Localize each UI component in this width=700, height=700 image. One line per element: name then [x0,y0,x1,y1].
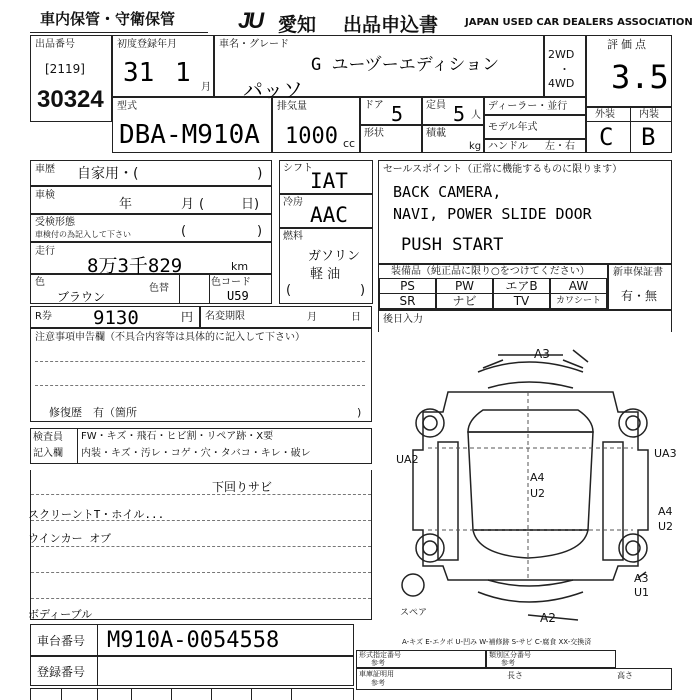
color-label: 色 [35,277,45,288]
doors-value: 5 [391,102,404,126]
damage-a3-rear: A3 [634,572,649,585]
damage-a4-right: A4 [658,505,673,518]
inspector-row-1: FW・キズ・飛石・ヒビ割・リペア跡・X要 [81,431,274,442]
inspector-fill-label: 記入欄 [33,448,63,459]
selling-point-3: PUSH START [401,235,504,255]
shaken-paren: ( [199,197,205,212]
inspector-label: 検査員 [33,432,63,443]
shaken-day: 日) [241,197,260,212]
exterior-label: 外装 [595,109,615,120]
brand-name: 愛知 [278,15,317,36]
damage-u2-roof: U2 [530,487,546,500]
fuel-close: ) [360,283,366,298]
category-number-box [486,650,616,668]
color-value: ブラウン [57,290,106,304]
load-label: 積載 [426,128,446,139]
standard-cert-box [356,668,672,690]
drive-dot: ・ [559,63,570,76]
shaken-box [30,186,272,214]
lot-box [30,35,112,122]
handle-box [484,139,586,153]
damage-ua2: UA2 [396,453,419,466]
bottom-strip [30,688,354,700]
note-underbody: 下回りサビ [212,480,273,494]
inspector-row-2: 内装・キズ・汚レ・コゲ・穴・タバコ・キレ・破レ [81,448,311,459]
new-car-warranty-label: 新車保証書 [613,267,663,278]
model-box [112,97,272,153]
load-unit: kg [469,141,482,152]
lot-number: 30324 [37,86,104,113]
chassis-label: 車台番号 [37,634,86,648]
r-ken-unit: 円 [181,310,194,324]
drive-2wd: 2WD [548,48,575,61]
notes-box [30,328,372,422]
shift-value: IAT [310,169,348,193]
dealer-label: ディーラー・並行 [488,101,568,112]
capacity-label: 定員 [426,100,446,111]
vehicle-name-label: 車名・グレード [219,39,289,50]
notes-label: 注意事項申告欄（不具合内容等は具体的に記入して下さい） [35,332,305,343]
repair-history-label: 修復歴 有（箇所 [49,406,137,419]
load-box [422,125,484,153]
damage-ua3: UA3 [654,447,677,460]
category-number-label: 類別区分番号 [489,651,531,659]
note-line-4: ボディーブル [28,608,93,621]
history-close: ) [257,166,263,182]
displacement-box [272,97,360,153]
color-code-value: U59 [227,289,249,303]
fuel-label: 燃料 [283,231,303,242]
name-change-day: 日 [351,312,361,323]
history-box [30,160,272,186]
capacity-unit: 人 [471,110,481,121]
model-value: DBA-M910A [119,120,260,150]
new-car-warranty-options: 有・無 [621,289,658,303]
shaken-year: 年 [119,197,133,212]
score-box [586,35,672,107]
equipment-item: SR [379,293,436,309]
format-designation-ref: 参考 [371,659,385,667]
registration-label: 初度登録年月 [117,39,177,50]
repair-history-close: ) [357,406,362,419]
mileage-unit: km [231,260,249,273]
handle-options: 左・右 [545,141,575,152]
capacity-value: 5 [453,102,466,126]
model-label: 型式 [117,101,137,112]
standard-cert-length: 長さ [507,671,523,680]
r-ken-label: R券 [35,311,52,322]
reg-number-box [30,656,354,686]
handle-label: ハンドル [488,141,528,152]
doors-label: ドア [364,100,384,111]
fuel-open: ( [286,283,292,298]
doors-box [360,97,422,125]
damage-a2-bottom: A2 [540,611,556,625]
new-car-warranty-box [608,264,672,310]
color-code-label: 色コード [211,277,251,288]
equipment-item: エアB [493,278,550,294]
later-input-label: 後日入力 [383,314,423,325]
equipment-item: ナビ [436,293,493,309]
lot-label: 出品番号 [35,39,75,50]
registration-month-unit: 月 [201,82,211,93]
equipment-label: 装備品（純正品に限り○をつけてください） [391,266,590,277]
vehicle-name: パッソ [243,78,303,102]
chassis-value: M910A-0054558 [107,628,280,653]
inspector-box [30,428,372,464]
aircon-label: 冷房 [283,197,303,208]
standard-cert-height: 高さ [617,671,633,680]
lot-sub-number: [2119] [45,62,85,76]
name-change-label: 名変期限 [205,311,245,322]
standard-cert-ref: 参考 [371,679,385,687]
color-change-label: 色替 [149,283,169,294]
mileage-label: 走行 [35,246,55,257]
interior-grade: B [641,123,656,151]
shaken-label: 車検 [35,190,55,201]
damage-u2-right: U2 [658,520,674,533]
damage-a4-roof: A4 [530,471,545,484]
fuel-diesel: 軽 油 [310,267,341,282]
score-label: 評価点 [607,38,649,51]
registration-month: 1 [175,58,191,88]
fuel-box [279,228,373,304]
damage-legend: A-キズ E-エクボ U-凹み W-補修跡 S-サビ C-腐食 XX-交換済 [402,638,592,646]
storage-box [30,7,208,33]
inspection-form-open: ( [181,224,187,239]
registration-year: 31 [123,58,155,88]
name-change-box [200,306,372,328]
inspection-form-close: ) [257,224,263,239]
inspection-form-note: 車検付の為記入して下さい [35,230,131,239]
standard-cert-label: 車庫証明用 [359,670,394,678]
equipment-item: カワシート [550,293,607,309]
equipment-item: TV [493,293,550,309]
damage-u1: U1 [634,586,650,599]
history-value: 自家用・( [77,166,139,182]
registration-box [112,35,214,97]
shape-label: 形状 [364,128,384,139]
reg-number-label: 登録番号 [37,665,86,679]
ext-int-box [586,107,672,153]
equipment-item: PW [436,278,493,294]
aircon-box [279,194,373,228]
score-value: 3.5 [611,58,669,96]
equipment-item: AW [550,278,607,294]
equipment-item: PS [379,278,436,294]
displacement-label: 排気量 [277,101,307,112]
history-label: 車歴 [35,164,55,175]
format-designation-box [356,650,486,668]
shift-label: シフト [283,163,313,174]
equipment-box [378,264,608,310]
drive-box [544,35,586,97]
selling-point-1: BACK CAMERA, [393,183,502,201]
inspection-form-label: 受検形態 [35,217,75,228]
aircon-value: AAC [310,203,348,227]
ju-logo-mark: JU [238,8,263,33]
category-number-ref: 参考 [501,659,515,667]
storage-label: 車内保管・守衛保管 [40,10,176,28]
association-name: JAPAN USED CAR DEALERS ASSOCIATION [465,17,693,28]
chassis-box [30,624,354,656]
r-ken-box [30,306,200,328]
format-designation-label: 形式指定番号 [359,651,401,659]
interior-label: 内装 [639,109,659,120]
shaken-month: 月 [181,197,195,212]
spare-tire-label: スペア [400,608,428,618]
shape-box [360,125,422,153]
equipment-grid [379,278,607,309]
color-box [30,274,272,304]
mileage-box [30,242,272,277]
fuel-gasoline: ガソリン [308,249,361,264]
shift-box [279,160,373,194]
displacement-value: 1000 [285,124,338,149]
selling-points-label: セールスポイント（正常に機能するものに限ります） [383,164,623,175]
mileage-value: 8万3千829 [87,255,183,277]
note-line-3: ウインカー オブ [28,532,111,545]
ju-logo [238,8,278,34]
dealer-box [484,97,586,115]
damage-a3-front: A3 [534,347,550,361]
form-title: 出品申込書 [343,15,439,36]
inspection-form-box [30,214,272,242]
vehicle-grade: G ユーヅーエディション [311,55,500,75]
name-change-month: 月 [307,312,317,323]
drive-4wd: 4WD [548,77,575,90]
later-input-box [378,310,672,332]
model-year-box [484,115,586,139]
displacement-unit: cc [343,137,356,150]
vehicle-name-box [214,35,544,102]
r-ken-value: 9130 [93,307,139,329]
selling-point-2: NAVI, POWER SLIDE DOOR [393,205,592,223]
selling-points-box [378,160,672,264]
car-damage-diagram [378,330,678,645]
note-line-2: スクリーントT・ホイル... [28,508,165,521]
model-year-label: モデル年式 [488,122,538,133]
exterior-grade: C [599,123,614,151]
capacity-box [422,97,484,125]
